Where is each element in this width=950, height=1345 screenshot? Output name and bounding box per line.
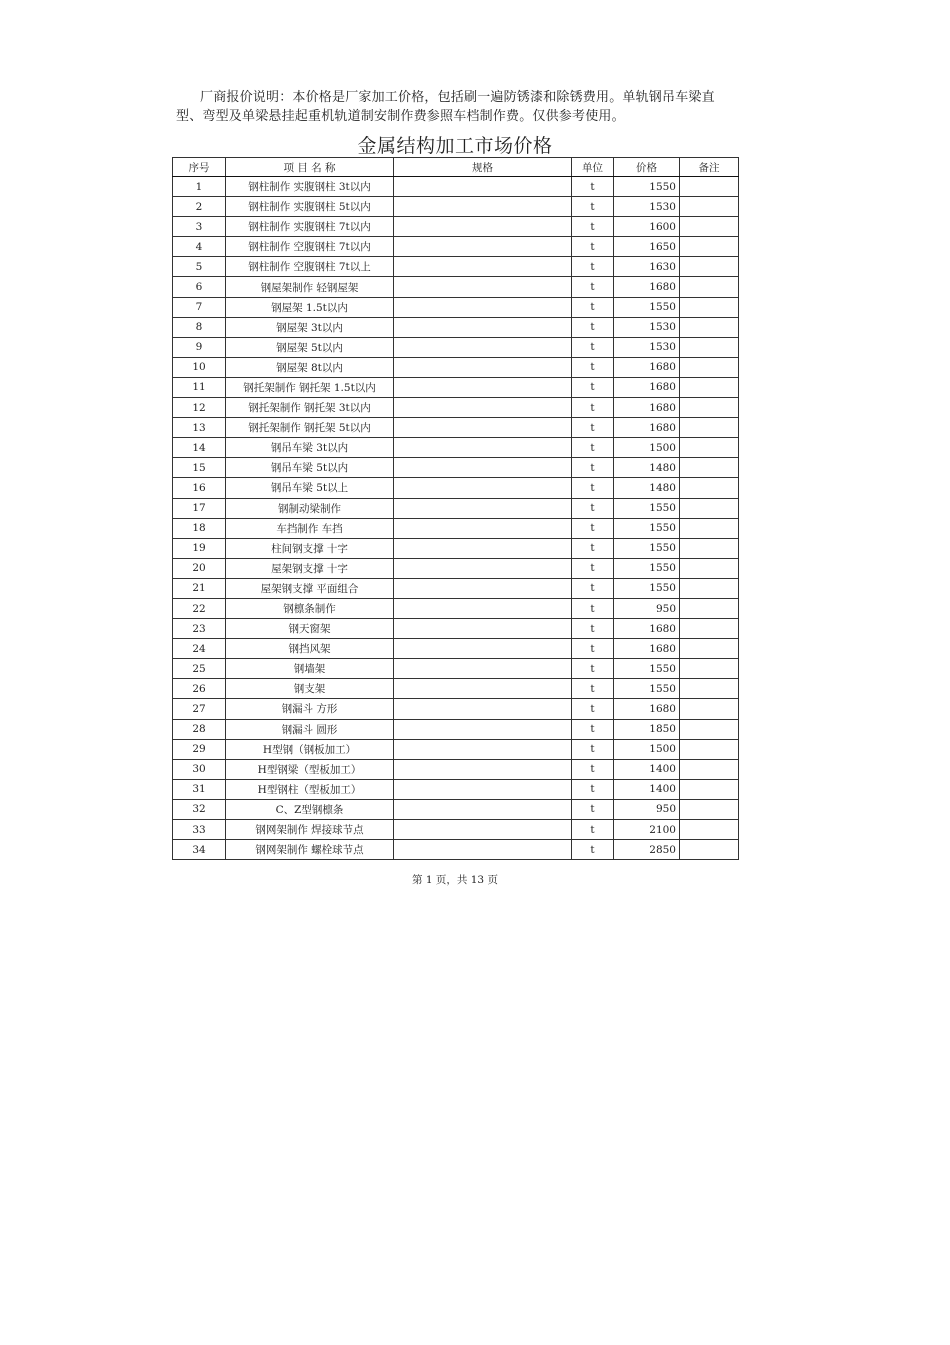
cell-no: 14 bbox=[173, 438, 226, 458]
cell-name: 钢墙架 bbox=[226, 659, 394, 679]
cell-price: 1680 bbox=[614, 418, 680, 438]
table-row bbox=[173, 458, 739, 478]
table-row bbox=[173, 799, 739, 819]
table-row bbox=[173, 438, 739, 458]
cell-price: 1600 bbox=[614, 217, 680, 237]
cell-remark bbox=[680, 739, 739, 759]
cell-spec bbox=[394, 739, 572, 759]
cell-price: 1650 bbox=[614, 237, 680, 257]
cell-unit: t bbox=[572, 197, 614, 217]
cell-remark bbox=[680, 498, 739, 518]
cell-unit: t bbox=[572, 699, 614, 719]
cell-no: 34 bbox=[173, 840, 226, 860]
cell-unit: t bbox=[572, 639, 614, 659]
cell-spec bbox=[394, 820, 572, 840]
cell-spec bbox=[394, 518, 572, 538]
cell-unit: t bbox=[572, 377, 614, 397]
cell-unit: t bbox=[572, 337, 614, 357]
cell-name: 钢支架 bbox=[226, 679, 394, 699]
cell-unit: t bbox=[572, 498, 614, 518]
cell-spec bbox=[394, 759, 572, 779]
cell-spec bbox=[394, 699, 572, 719]
cell-price: 1400 bbox=[614, 759, 680, 779]
cell-remark bbox=[680, 197, 739, 217]
cell-remark bbox=[680, 257, 739, 277]
cell-remark bbox=[680, 398, 739, 418]
cell-spec bbox=[394, 317, 572, 337]
cell-spec bbox=[394, 357, 572, 377]
table-row bbox=[173, 297, 739, 317]
cell-unit: t bbox=[572, 840, 614, 860]
cell-remark bbox=[680, 679, 739, 699]
table-row bbox=[173, 759, 739, 779]
cell-no: 31 bbox=[173, 779, 226, 799]
cell-name: 钢屋架 5t以内 bbox=[226, 337, 394, 357]
cell-price: 1550 bbox=[614, 518, 680, 538]
cell-no: 4 bbox=[173, 237, 226, 257]
header-unit: 单位 bbox=[572, 158, 614, 177]
cell-price: 1680 bbox=[614, 619, 680, 639]
cell-remark bbox=[680, 177, 739, 197]
cell-remark bbox=[680, 357, 739, 377]
cell-remark bbox=[680, 779, 739, 799]
cell-remark bbox=[680, 297, 739, 317]
cell-spec bbox=[394, 679, 572, 699]
cell-no: 9 bbox=[173, 337, 226, 357]
cell-spec bbox=[394, 498, 572, 518]
cell-spec bbox=[394, 177, 572, 197]
cell-remark bbox=[680, 438, 739, 458]
cell-price: 1680 bbox=[614, 357, 680, 377]
table-row bbox=[173, 217, 739, 237]
cell-price: 1550 bbox=[614, 578, 680, 598]
cell-remark bbox=[680, 337, 739, 357]
cell-name: 钢柱制作 实腹钢柱 7t以内 bbox=[226, 217, 394, 237]
cell-price: 1530 bbox=[614, 337, 680, 357]
cell-name: 钢天窗架 bbox=[226, 619, 394, 639]
cell-name: 钢吊车梁 5t以内 bbox=[226, 458, 394, 478]
cell-no: 3 bbox=[173, 217, 226, 237]
cell-unit: t bbox=[572, 558, 614, 578]
cell-no: 29 bbox=[173, 739, 226, 759]
cell-spec bbox=[394, 639, 572, 659]
cell-price: 1480 bbox=[614, 458, 680, 478]
cell-spec bbox=[394, 558, 572, 578]
cell-spec bbox=[394, 297, 572, 317]
table-row bbox=[173, 699, 739, 719]
cell-price: 1850 bbox=[614, 719, 680, 739]
cell-no: 20 bbox=[173, 558, 226, 578]
cell-no: 2 bbox=[173, 197, 226, 217]
cell-spec bbox=[394, 779, 572, 799]
table-row bbox=[173, 398, 739, 418]
cell-price: 1680 bbox=[614, 277, 680, 297]
cell-remark bbox=[680, 317, 739, 337]
cell-name: 钢托架制作 钢托架 3t以内 bbox=[226, 398, 394, 418]
cell-spec bbox=[394, 337, 572, 357]
cell-name: 钢漏斗 圆形 bbox=[226, 719, 394, 739]
cell-unit: t bbox=[572, 357, 614, 377]
cell-price: 1480 bbox=[614, 478, 680, 498]
cell-name: 柱间钢支撑 十字 bbox=[226, 538, 394, 558]
cell-no: 24 bbox=[173, 639, 226, 659]
cell-no: 26 bbox=[173, 679, 226, 699]
table-row bbox=[173, 578, 739, 598]
table-row bbox=[173, 357, 739, 377]
cell-unit: t bbox=[572, 578, 614, 598]
table-row bbox=[173, 598, 739, 618]
cell-remark bbox=[680, 418, 739, 438]
cell-no: 10 bbox=[173, 357, 226, 377]
table-row bbox=[173, 377, 739, 397]
cell-price: 1530 bbox=[614, 317, 680, 337]
cell-price: 2100 bbox=[614, 820, 680, 840]
table-row bbox=[173, 317, 739, 337]
header-name: 项 目 名 称 bbox=[226, 158, 394, 177]
cell-no: 17 bbox=[173, 498, 226, 518]
cell-spec bbox=[394, 438, 572, 458]
cell-no: 12 bbox=[173, 398, 226, 418]
cell-no: 6 bbox=[173, 277, 226, 297]
cell-price: 1680 bbox=[614, 639, 680, 659]
cell-unit: t bbox=[572, 719, 614, 739]
cell-spec bbox=[394, 418, 572, 438]
cell-no: 5 bbox=[173, 257, 226, 277]
cell-remark bbox=[680, 217, 739, 237]
cell-price: 1630 bbox=[614, 257, 680, 277]
cell-spec bbox=[394, 840, 572, 860]
cell-name: 钢网架制作 焊接球节点 bbox=[226, 820, 394, 840]
cell-no: 28 bbox=[173, 719, 226, 739]
page-footer: 第 1 页，共 13 页 bbox=[412, 874, 498, 886]
cell-name: C、Z型钢檩条 bbox=[226, 799, 394, 819]
table-row bbox=[173, 538, 739, 558]
table-row bbox=[173, 659, 739, 679]
cell-price: 1550 bbox=[614, 177, 680, 197]
cell-no: 8 bbox=[173, 317, 226, 337]
cell-remark bbox=[680, 719, 739, 739]
cell-no: 32 bbox=[173, 799, 226, 819]
header-price: 价格 bbox=[614, 158, 680, 177]
cell-name: 钢挡风架 bbox=[226, 639, 394, 659]
cell-no: 30 bbox=[173, 759, 226, 779]
cell-spec bbox=[394, 458, 572, 478]
cell-spec bbox=[394, 538, 572, 558]
cell-no: 18 bbox=[173, 518, 226, 538]
cell-name: H型钢梁（型板加工） bbox=[226, 759, 394, 779]
cell-price: 950 bbox=[614, 598, 680, 618]
cell-price: 1500 bbox=[614, 438, 680, 458]
cell-unit: t bbox=[572, 418, 614, 438]
cell-spec bbox=[394, 719, 572, 739]
cell-remark bbox=[680, 639, 739, 659]
cell-price: 1500 bbox=[614, 739, 680, 759]
cell-remark bbox=[680, 598, 739, 618]
cell-price: 1400 bbox=[614, 779, 680, 799]
cell-unit: t bbox=[572, 759, 614, 779]
cell-price: 1530 bbox=[614, 197, 680, 217]
table-row bbox=[173, 820, 739, 840]
cell-unit: t bbox=[572, 659, 614, 679]
cell-remark bbox=[680, 578, 739, 598]
cell-name: 钢漏斗 方形 bbox=[226, 699, 394, 719]
table-row bbox=[173, 558, 739, 578]
cell-remark bbox=[680, 699, 739, 719]
cell-unit: t bbox=[572, 237, 614, 257]
cell-name: 钢柱制作 空腹钢柱 7t以上 bbox=[226, 257, 394, 277]
cell-no: 25 bbox=[173, 659, 226, 679]
cell-name: 钢屋架 1.5t以内 bbox=[226, 297, 394, 317]
cell-spec bbox=[394, 197, 572, 217]
cell-spec bbox=[394, 277, 572, 297]
cell-no: 23 bbox=[173, 619, 226, 639]
cell-remark bbox=[680, 820, 739, 840]
table-row bbox=[173, 840, 739, 860]
cell-price: 1550 bbox=[614, 659, 680, 679]
table-row bbox=[173, 478, 739, 498]
cell-price: 1680 bbox=[614, 398, 680, 418]
cell-spec bbox=[394, 659, 572, 679]
cell-no: 15 bbox=[173, 458, 226, 478]
cell-spec bbox=[394, 217, 572, 237]
intro-note: 厂商报价说明：本价格是厂家加工价格，包括刷一遍防锈漆和除锈费用。单轨钢吊车梁直型、弯型及单梁悬挂起重机轨道制安制作费参照车档制作费。仅供参考使用。 bbox=[176, 90, 715, 124]
cell-no: 21 bbox=[173, 578, 226, 598]
cell-name: 钢吊车梁 3t以内 bbox=[226, 438, 394, 458]
cell-no: 11 bbox=[173, 377, 226, 397]
table-header-row bbox=[173, 158, 739, 177]
table-row bbox=[173, 679, 739, 699]
cell-spec bbox=[394, 257, 572, 277]
cell-unit: t bbox=[572, 739, 614, 759]
cell-remark bbox=[680, 237, 739, 257]
cell-spec bbox=[394, 237, 572, 257]
cell-remark bbox=[680, 538, 739, 558]
table-row bbox=[173, 197, 739, 217]
cell-name: 钢柱制作 实腹钢柱 3t以内 bbox=[226, 177, 394, 197]
table-title: 金属结构加工市场价格 bbox=[357, 135, 553, 157]
cell-remark bbox=[680, 518, 739, 538]
table-row bbox=[173, 779, 739, 799]
header-remark: 备注 bbox=[680, 158, 739, 177]
cell-price: 2850 bbox=[614, 840, 680, 860]
cell-unit: t bbox=[572, 398, 614, 418]
cell-name: H型钢柱（型板加工） bbox=[226, 779, 394, 799]
cell-unit: t bbox=[572, 478, 614, 498]
cell-no: 27 bbox=[173, 699, 226, 719]
cell-unit: t bbox=[572, 779, 614, 799]
table-row bbox=[173, 719, 739, 739]
cell-remark bbox=[680, 799, 739, 819]
cell-unit: t bbox=[572, 518, 614, 538]
cell-spec bbox=[394, 799, 572, 819]
cell-name: 钢屋架 3t以内 bbox=[226, 317, 394, 337]
cell-remark bbox=[680, 277, 739, 297]
table-row bbox=[173, 619, 739, 639]
cell-spec bbox=[394, 377, 572, 397]
cell-name: 钢吊车梁 5t以上 bbox=[226, 478, 394, 498]
cell-unit: t bbox=[572, 458, 614, 478]
cell-price: 950 bbox=[614, 799, 680, 819]
cell-name: 钢制动梁制作 bbox=[226, 498, 394, 518]
table-row bbox=[173, 177, 739, 197]
cell-name: 钢屋架 8t以内 bbox=[226, 357, 394, 377]
cell-name: 屋架钢支撑 十字 bbox=[226, 558, 394, 578]
header-no: 序号 bbox=[173, 158, 226, 177]
cell-name: 钢檩条制作 bbox=[226, 598, 394, 618]
cell-name: 钢柱制作 空腹钢柱 7t以内 bbox=[226, 237, 394, 257]
table-row bbox=[173, 418, 739, 438]
cell-no: 13 bbox=[173, 418, 226, 438]
cell-spec bbox=[394, 598, 572, 618]
cell-no: 19 bbox=[173, 538, 226, 558]
cell-name: 钢屋架制作 轻钢屋架 bbox=[226, 277, 394, 297]
cell-remark bbox=[680, 840, 739, 860]
cell-unit: t bbox=[572, 257, 614, 277]
cell-unit: t bbox=[572, 679, 614, 699]
header-spec: 规格 bbox=[394, 158, 572, 177]
cell-name: 车挡制作 车挡 bbox=[226, 518, 394, 538]
table-row bbox=[173, 277, 739, 297]
cell-unit: t bbox=[572, 297, 614, 317]
cell-unit: t bbox=[572, 277, 614, 297]
cell-spec bbox=[394, 478, 572, 498]
cell-remark bbox=[680, 659, 739, 679]
cell-price: 1550 bbox=[614, 297, 680, 317]
cell-unit: t bbox=[572, 598, 614, 618]
cell-spec bbox=[394, 398, 572, 418]
table-row bbox=[173, 257, 739, 277]
cell-remark bbox=[680, 759, 739, 779]
cell-name: 钢托架制作 钢托架 1.5t以内 bbox=[226, 377, 394, 397]
price-table bbox=[172, 157, 739, 860]
cell-remark bbox=[680, 558, 739, 578]
table-row bbox=[173, 739, 739, 759]
cell-price: 1550 bbox=[614, 679, 680, 699]
cell-no: 16 bbox=[173, 478, 226, 498]
cell-price: 1550 bbox=[614, 538, 680, 558]
cell-price: 1680 bbox=[614, 699, 680, 719]
cell-remark bbox=[680, 458, 739, 478]
cell-name: H型钢（钢板加工） bbox=[226, 739, 394, 759]
cell-unit: t bbox=[572, 177, 614, 197]
cell-spec bbox=[394, 578, 572, 598]
cell-remark bbox=[680, 619, 739, 639]
table-row bbox=[173, 237, 739, 257]
cell-name: 钢网架制作 螺栓球节点 bbox=[226, 840, 394, 860]
cell-unit: t bbox=[572, 438, 614, 458]
cell-unit: t bbox=[572, 317, 614, 337]
cell-no: 33 bbox=[173, 820, 226, 840]
cell-unit: t bbox=[572, 217, 614, 237]
cell-remark bbox=[680, 377, 739, 397]
cell-price: 1680 bbox=[614, 377, 680, 397]
cell-no: 7 bbox=[173, 297, 226, 317]
cell-name: 钢柱制作 实腹钢柱 5t以内 bbox=[226, 197, 394, 217]
table-row bbox=[173, 639, 739, 659]
cell-remark bbox=[680, 478, 739, 498]
cell-price: 1550 bbox=[614, 558, 680, 578]
cell-unit: t bbox=[572, 619, 614, 639]
cell-unit: t bbox=[572, 820, 614, 840]
cell-name: 钢托架制作 钢托架 5t以内 bbox=[226, 418, 394, 438]
cell-unit: t bbox=[572, 538, 614, 558]
cell-no: 22 bbox=[173, 598, 226, 618]
table-row bbox=[173, 518, 739, 538]
cell-spec bbox=[394, 619, 572, 639]
table-row bbox=[173, 337, 739, 357]
cell-no: 1 bbox=[173, 177, 226, 197]
cell-name: 屋架钢支撑 平面组合 bbox=[226, 578, 394, 598]
cell-unit: t bbox=[572, 799, 614, 819]
table-row bbox=[173, 498, 739, 518]
cell-price: 1550 bbox=[614, 498, 680, 518]
